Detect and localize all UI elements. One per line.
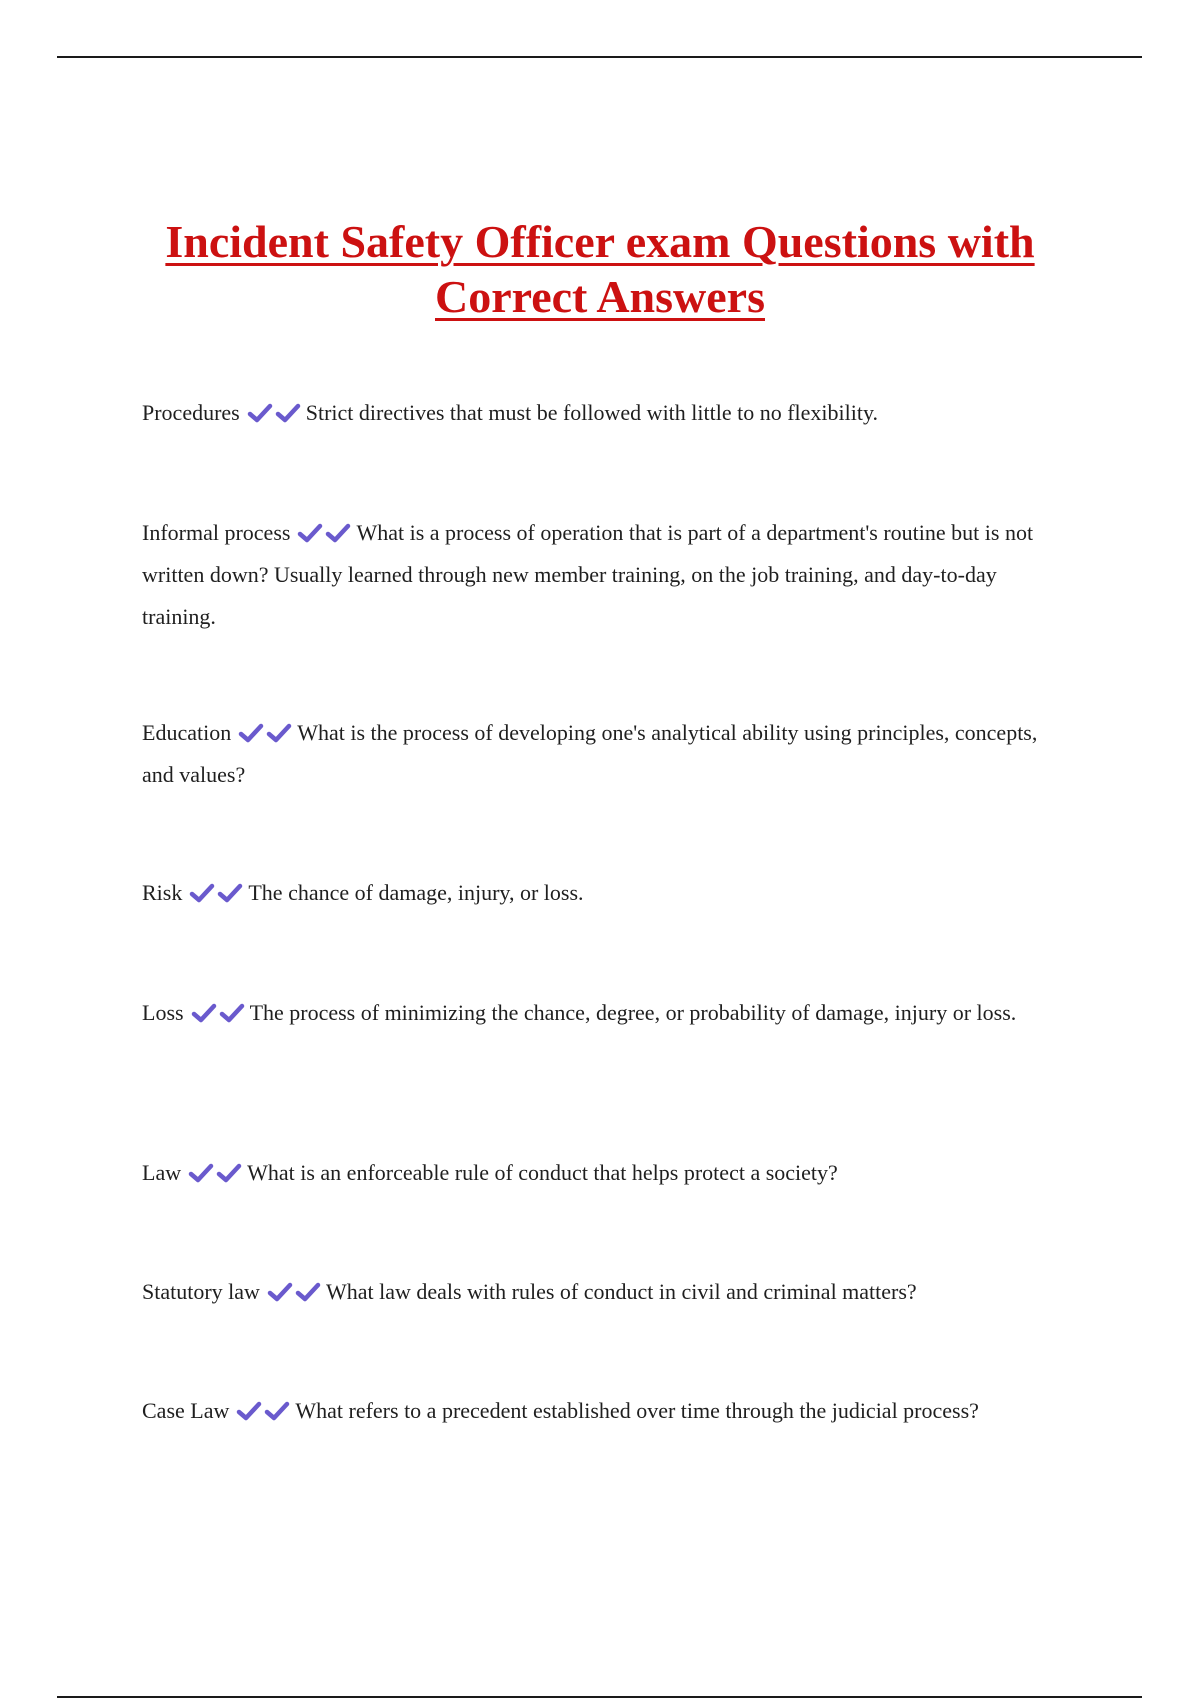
qa-item-education bbox=[142, 712, 1062, 796]
double-check-icon bbox=[296, 520, 352, 545]
check-icon bbox=[238, 723, 264, 743]
check-icon bbox=[247, 403, 273, 423]
qa-item-risk bbox=[142, 872, 1062, 914]
qa-term: Loss bbox=[142, 1000, 184, 1025]
double-check-icon bbox=[188, 880, 244, 905]
qa-answer: What is a process of operation that is part of a department's routine but is not written down? Usually learned through new member training, on the job training, and day-to-day training. bbox=[142, 520, 1034, 629]
qa-item-loss bbox=[142, 992, 1062, 1034]
check-icon bbox=[297, 523, 323, 543]
qa-answer: What refers to a precedent established over time through the judicial process? bbox=[295, 1398, 979, 1423]
check-icon bbox=[189, 883, 215, 903]
qa-term: Case Law bbox=[142, 1398, 230, 1423]
double-check-icon bbox=[190, 1000, 246, 1025]
qa-answer: What law deals with rules of conduct in civil and criminal matters? bbox=[325, 1279, 917, 1304]
check-icon bbox=[188, 1163, 214, 1183]
qa-answer: The process of minimizing the chance, degree, or probability of damage, injury or loss. bbox=[249, 1000, 1017, 1025]
qa-answer: What is an enforceable rule of conduct that helps protect a society? bbox=[247, 1160, 838, 1185]
qa-term: Procedures bbox=[142, 400, 240, 425]
qa-item-statutory-law bbox=[142, 1271, 1062, 1313]
check-icon bbox=[325, 523, 351, 543]
check-icon bbox=[191, 1003, 217, 1023]
check-icon bbox=[275, 403, 301, 423]
check-icon bbox=[217, 883, 243, 903]
qa-answer: Strict directives that must be followed with little to no flexibility. bbox=[305, 400, 879, 425]
check-icon bbox=[295, 1282, 321, 1302]
qa-answer: What is the process of developing one's analytical ability using principles, concepts, and values? bbox=[142, 720, 1038, 787]
check-icon bbox=[264, 1401, 290, 1421]
qa-term: Risk bbox=[142, 880, 183, 905]
check-icon bbox=[236, 1401, 262, 1421]
qa-item-case-law bbox=[142, 1390, 1062, 1432]
top-rule bbox=[57, 56, 1142, 58]
check-icon bbox=[267, 1282, 293, 1302]
qa-term: Informal process bbox=[142, 520, 291, 545]
check-icon bbox=[266, 723, 292, 743]
double-check-icon bbox=[246, 400, 302, 425]
qa-item-procedures bbox=[142, 392, 1062, 434]
double-check-icon bbox=[266, 1279, 322, 1304]
qa-item-law bbox=[142, 1152, 1062, 1194]
document-title: Incident Safety Officer exam Questions with Correct Answers bbox=[165, 216, 1035, 322]
bottom-rule bbox=[57, 1696, 1142, 1698]
check-icon bbox=[219, 1003, 245, 1023]
qa-term: Law bbox=[142, 1160, 182, 1185]
double-check-icon bbox=[237, 720, 293, 745]
qa-term: Education bbox=[142, 720, 232, 745]
qa-item-informal-process bbox=[142, 512, 1062, 638]
double-check-icon bbox=[235, 1398, 291, 1423]
check-icon bbox=[216, 1163, 242, 1183]
qa-answer: The chance of damage, injury, or loss. bbox=[248, 880, 584, 905]
double-check-icon bbox=[187, 1160, 243, 1185]
qa-term: Statutory law bbox=[142, 1279, 260, 1304]
